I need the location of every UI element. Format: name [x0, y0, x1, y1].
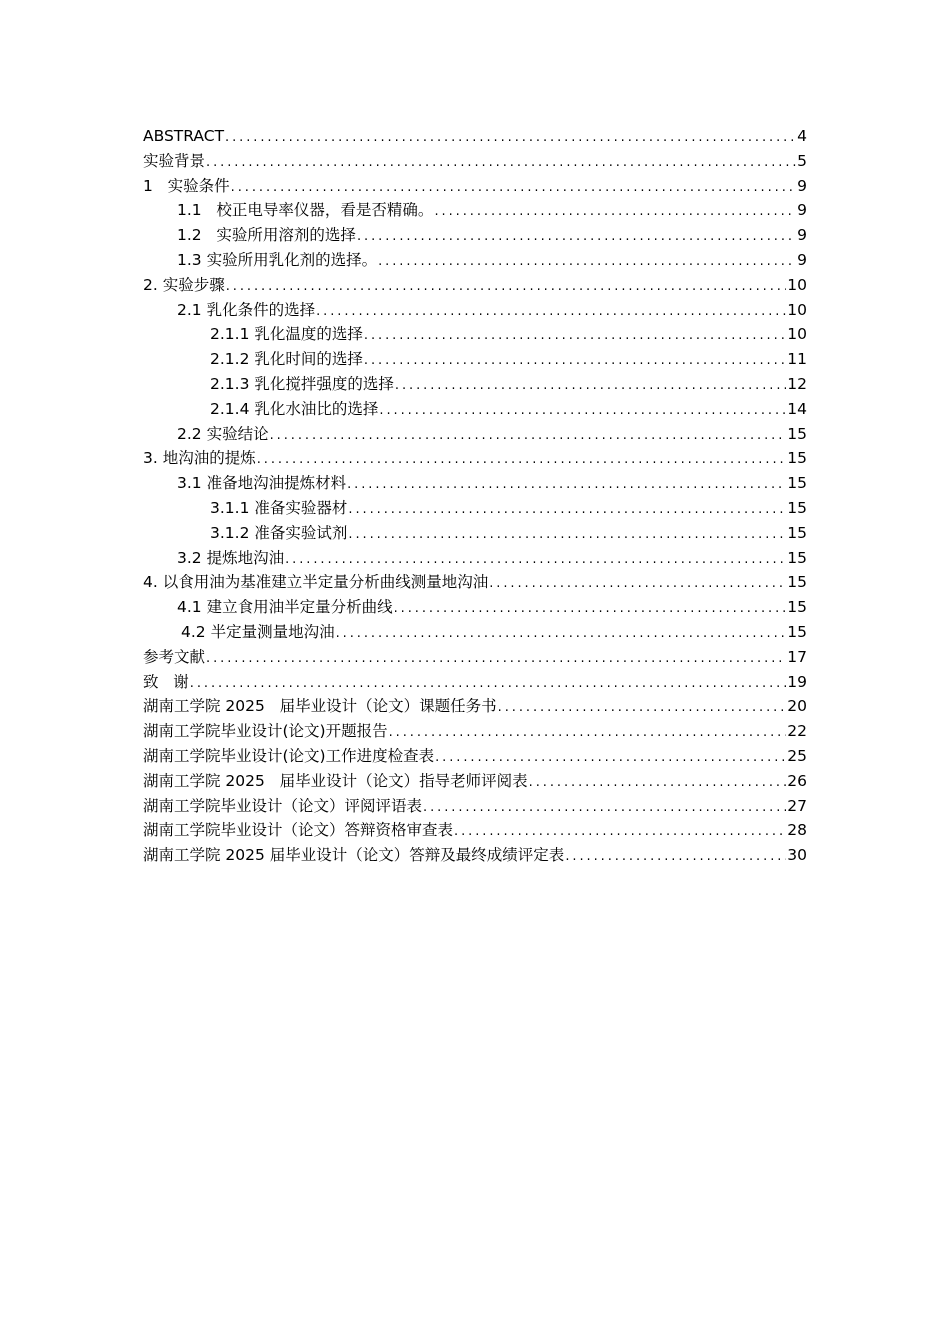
toc-dot-leader: [226, 275, 787, 300]
toc-entry-title: 3.2 提炼地沟油: [177, 548, 285, 567]
toc-dot-leader: [394, 597, 787, 622]
toc-dot-leader: [389, 721, 787, 746]
toc-dot-leader: [565, 845, 786, 870]
toc-entry[interactable]: [143, 570, 807, 595]
toc-dot-leader: [347, 473, 786, 498]
toc-entry-page: 15: [787, 498, 807, 517]
toc-entry[interactable]: [143, 174, 807, 199]
toc-dot-leader: [454, 820, 786, 845]
toc-entry[interactable]: [143, 719, 807, 744]
toc-entry-page: 9: [797, 250, 807, 269]
toc-entry-page: 15: [787, 449, 807, 468]
toc-entry-page: 10: [787, 325, 807, 344]
toc-entry[interactable]: [143, 794, 807, 819]
toc-entry[interactable]: [143, 149, 807, 174]
toc-dot-leader: [379, 399, 786, 424]
toc-entry[interactable]: [143, 273, 807, 298]
toc-entry[interactable]: [143, 422, 807, 447]
toc-entry-title: 湖南工学院毕业设计(论文)工作进度检查表: [143, 746, 435, 765]
toc-entry-title: 4.1 建立食用油半定量分析曲线: [177, 598, 393, 617]
toc-entry-title: ABSTRACT: [143, 127, 225, 145]
toc-entry-page: 15: [787, 424, 807, 443]
toc-entry-title: 湖南工学院毕业设计（论文）答辩资格审查表: [143, 821, 454, 840]
toc-dot-leader: [190, 672, 786, 697]
toc-entry-page: 27: [787, 796, 807, 815]
toc-entry[interactable]: [143, 818, 807, 843]
toc-entry-page: 22: [787, 722, 807, 741]
toc-entry[interactable]: [143, 397, 807, 422]
toc-entry-page: 5: [797, 151, 807, 170]
toc-entry-title: 3.1.2 准备实验试剂: [210, 523, 348, 542]
toc-entry[interactable]: [143, 471, 807, 496]
toc-entry[interactable]: [143, 446, 807, 471]
toc-entry-title: 湖南工学院 2025 届毕业设计（论文）课题任务书: [143, 697, 497, 716]
toc-entry[interactable]: [143, 645, 807, 670]
toc-entry[interactable]: [143, 694, 807, 719]
toc-entry[interactable]: [143, 124, 807, 149]
toc-entry-title: 1.3 实验所用乳化剂的选择。: [177, 250, 378, 269]
toc-entry-page: 9: [797, 201, 807, 220]
toc-dot-leader: [206, 647, 786, 672]
toc-entry-title: 2.2 实验结论: [177, 424, 269, 443]
toc-entry[interactable]: [143, 322, 807, 347]
toc-entry-page: 28: [787, 821, 807, 840]
toc-entry-title: 湖南工学院 2025 届毕业设计（论文）指导老师评阅表: [143, 771, 528, 790]
toc-entry-page: 15: [787, 523, 807, 542]
toc-entry-page: 15: [787, 622, 807, 641]
toc-entry-page: 15: [787, 573, 807, 592]
toc-dot-leader: [257, 448, 787, 473]
toc-dot-leader: [285, 548, 786, 573]
toc-entry-page: 15: [787, 598, 807, 617]
toc-entry-title: 湖南工学院 2025 届毕业设计（论文）答辩及最终成绩评定表: [143, 846, 565, 865]
toc-entry-title: 1.2 实验所用溶剂的选择: [177, 226, 356, 245]
toc-entry-page: 17: [787, 647, 807, 666]
toc-entry-title: 参考文献: [143, 647, 206, 666]
toc-entry-page: 30: [787, 846, 807, 865]
toc-dot-leader: [489, 572, 786, 597]
toc-entry-title: 2.1.1 乳化温度的选择: [210, 325, 363, 344]
toc-entry-title: 4.2 半定量测量地沟油: [181, 622, 335, 641]
toc-entry-title: 4. 以食用油为基准建立半定量分析曲线测量地沟油: [143, 573, 489, 592]
toc-entry-page: 25: [787, 746, 807, 765]
toc-entry-title: 1 实验条件: [143, 176, 230, 195]
toc-entry-page: 15: [787, 548, 807, 567]
toc-entry[interactable]: [143, 744, 807, 769]
toc-dot-leader: [348, 523, 786, 548]
toc-entry-page: 11: [787, 350, 807, 369]
toc-dot-leader: [395, 374, 786, 399]
toc-entry-title: 实验背景: [143, 151, 206, 170]
toc-entry-page: 14: [787, 399, 807, 418]
toc-entry-title: 湖南工学院毕业设计(论文)开题报告: [143, 722, 388, 741]
toc-entry[interactable]: [143, 620, 807, 645]
toc-entry[interactable]: [143, 347, 807, 372]
toc-dot-leader: [206, 151, 796, 176]
toc-entry-title: 2.1.4 乳化水油比的选择: [210, 399, 379, 418]
toc-entry[interactable]: [143, 372, 807, 397]
toc-entry[interactable]: [143, 248, 807, 273]
toc-dot-leader: [357, 225, 796, 250]
toc-dot-leader: [423, 796, 786, 821]
toc-entry-page: 19: [787, 672, 807, 691]
toc-dot-leader: [434, 200, 796, 225]
toc-dot-leader: [529, 771, 787, 796]
toc-dot-leader: [364, 324, 786, 349]
toc-entry-title: 2.1 乳化条件的选择: [177, 300, 316, 319]
toc-entry[interactable]: [143, 298, 807, 323]
toc-entry-title: 致 谢: [143, 672, 189, 691]
toc-entry-title: 3.1.1 准备实验器材: [210, 498, 348, 517]
toc-entry-page: 20: [787, 697, 807, 716]
toc-entry[interactable]: [143, 546, 807, 571]
toc-entry-title: 3. 地沟油的提炼: [143, 449, 256, 468]
toc-entry-page: 10: [787, 275, 807, 294]
toc-dot-leader: [225, 126, 796, 151]
toc-entry-page: 4: [797, 127, 807, 145]
toc-entry-title: 3.1 准备地沟油提炼材料: [177, 474, 347, 493]
toc-entry[interactable]: [143, 223, 807, 248]
toc-entry[interactable]: [143, 496, 807, 521]
toc-dot-leader: [316, 300, 786, 325]
toc-entry[interactable]: [143, 843, 807, 868]
toc-entry-title: 1.1 校正电导率仪器，看是否精确。: [177, 201, 434, 220]
toc-entry-page: 9: [797, 176, 807, 195]
toc-dot-leader: [498, 696, 787, 721]
toc-dot-leader: [435, 746, 786, 771]
toc-entry-title: 湖南工学院毕业设计（论文）评阅评语表: [143, 796, 423, 815]
toc-entry-title: 2. 实验步骤: [143, 275, 225, 294]
toc-entry-page: 9: [797, 226, 807, 245]
toc-entry[interactable]: [143, 769, 807, 794]
toc-entry[interactable]: [143, 670, 807, 695]
toc-entry-title: 2.1.3 乳化搅拌强度的选择: [210, 374, 394, 393]
toc-dot-leader: [336, 622, 787, 647]
toc-dot-leader: [364, 349, 786, 374]
toc-dot-leader: [348, 498, 786, 523]
toc-entry[interactable]: [143, 595, 807, 620]
toc-entry-title: 2.1.2 乳化时间的选择: [210, 350, 363, 369]
toc-dot-leader: [270, 424, 787, 449]
toc-entry[interactable]: [143, 521, 807, 546]
toc-dot-leader: [378, 250, 796, 275]
toc-entry-page: 12: [787, 374, 807, 393]
toc-entry-page: 26: [787, 771, 807, 790]
toc-entry[interactable]: [143, 198, 807, 223]
toc-entry-page: 15: [787, 474, 807, 493]
table-of-contents: [143, 124, 807, 868]
toc-dot-leader: [231, 176, 796, 201]
toc-entry-page: 10: [787, 300, 807, 319]
